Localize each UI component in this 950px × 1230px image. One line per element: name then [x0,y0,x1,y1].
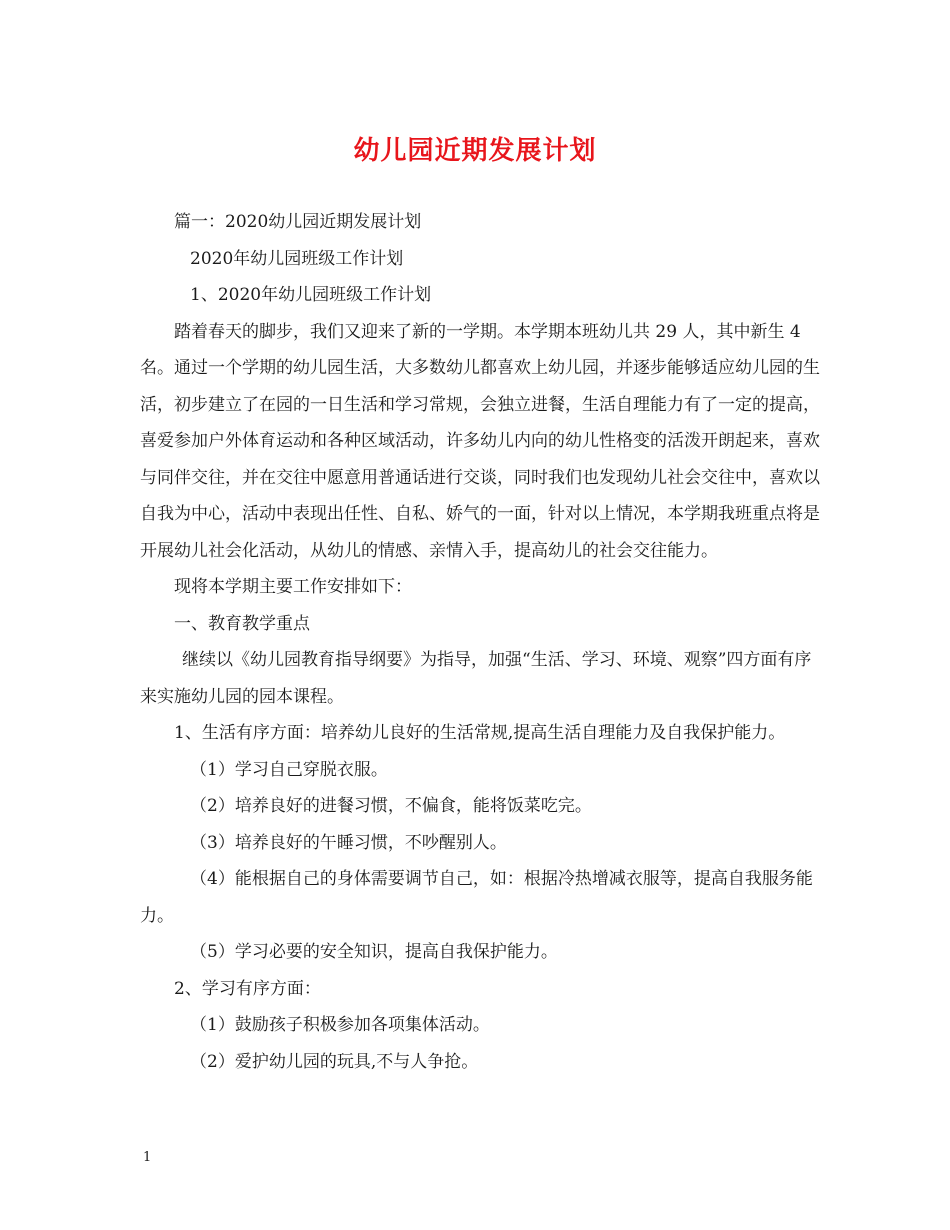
list-item: （3）培养良好的午睡习惯，不吵醒别人。 [190,832,507,853]
body-paragraph: 现将本学期主要工作安排如下： [174,577,412,597]
subheading: 2020年幼儿园班级工作计划 [190,248,404,269]
list-item: （4）能根据自己的身体需要调节自己，如：根据冷热增减衣服等，提高自我服务能力。 [140,869,813,926]
list-item: （1）鼓励孩子积极参加各项集体活动。 [190,1015,490,1035]
list-item: （2）爱护幼儿园的玩具,不与人争抢。 [190,1051,479,1072]
section-heading: 篇一：2020幼儿园近期发展计划 [174,212,422,232]
section-heading: 一、教育教学重点 [174,613,310,634]
body-paragraph: 1、生活有序方面：培养幼儿良好的生活常规,提高生活自理能力及自我保护能力。 [174,723,786,743]
document-body [140,204,820,1080]
page-number: 1 [143,1150,152,1165]
document-title: 幼儿园近期发展计划 [353,136,597,166]
list-item: （2）培养良好的进餐习惯，不偏食，能将饭菜吃完。 [190,796,592,816]
body-paragraph: 2、学习有序方面： [174,978,321,999]
body-paragraph: 继续以《幼儿园教育指导纲要》为指导，加强“生活、学习、环境、观察”四方面有序来实施幼儿园的园本课程。 [140,650,812,707]
body-paragraph: 踏着春天的脚步，我们又迎来了新的一学期。本学期本班幼儿共 29 人，其中新生 4 名。通过一个学期的幼儿园生活，大多数幼儿都喜欢上幼儿园，并逐步能够适应幼儿园的生活，初步建立了在园的一日生活和学习常规，会独立进餐，生活自理能力有了一定的提高，喜爱参加户外体育运动和各种区域活动，许多幼儿内向的幼儿性格变的活泼开朗起来，喜欢与同伴交往，并在交往中愿意用普通话进行交谈，同时我们也发现幼儿社会交往中，喜欢以自我为中心，活动中表现出任性、自私、娇气的一面，针对以上情况，本学期我班重点将是开展幼儿社会化活动，从幼儿的情感、亲情入手，提高幼儿的社会交往能力。 [140,321,820,561]
subheading: 1、2020年幼儿园班级工作计划 [190,285,432,305]
list-item: （1）学习自己穿脱衣服。 [190,759,388,780]
list-item: （5）学习必要的安全知识，提高自我保护能力。 [190,942,558,962]
